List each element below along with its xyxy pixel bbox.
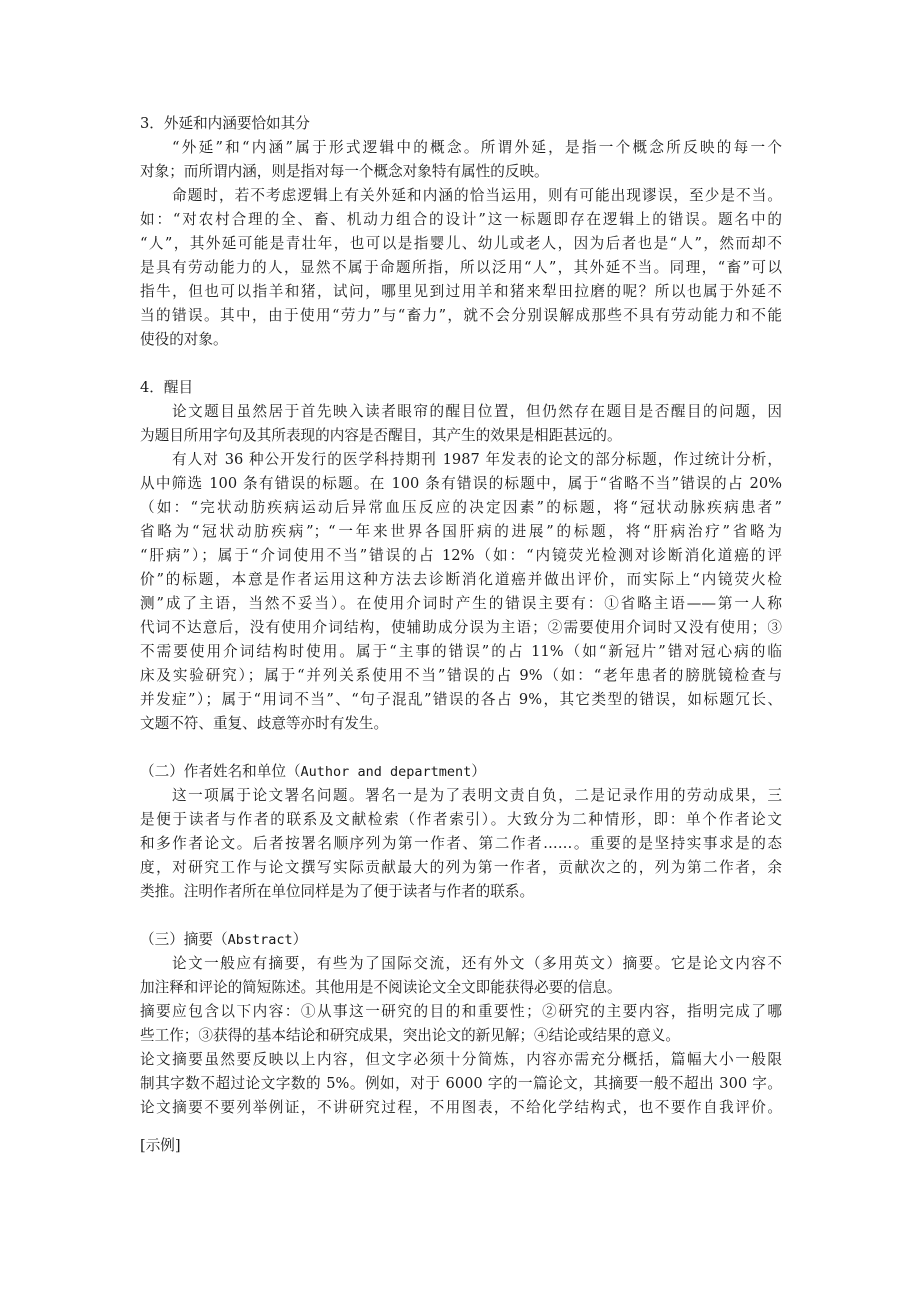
text-line: 是具有劳动能力的人，显然不属于命题所指，所以泛用“人”，其外延不当。同理，“畜”可以 (140, 259, 782, 276)
text-line: 论文摘要虽然要反映以上内容，但文字必须十分简炼，内容亦需充分概括，篇幅大小一般限 (140, 1051, 782, 1068)
text-line: 和多作者论文。后者按署名顺序列为第一作者、第二作者……。重要的是坚持实事求是的态 (140, 835, 782, 852)
text-line: 测”成了主语，当然不妥当）。在使用介词时产生的错误主要有：①省略主语——第一人称 (140, 595, 782, 612)
text-line: “肝病”）；属于“介词使用不当”错误的占 12%（如：“内镜荧光检测对诊断消化道癌的评 (140, 547, 782, 564)
text-line: 些工作；③获得的基本结论和研究成果，突出论文的新见解；④结论或结果的意义。 (140, 1027, 680, 1044)
paragraph-titling-logic (140, 184, 782, 352)
text-line: 类推。注明作者所在单位同样是为了便于读者与作者的联系。 (140, 883, 535, 900)
text-line: 为题目所用字句及其所表现的内容是否醒目，其产生的效果是相距甚远的。 (140, 427, 622, 444)
heading-prefix: （二）作者姓名和单位（ (140, 763, 301, 780)
paragraph-title-statistics (140, 448, 782, 736)
text-line: 这一项属于论文署名问题。署名一是为了表明文责自负，二是记录作用的劳动成果，三 (172, 787, 782, 804)
paragraph-abstract-length (140, 1048, 782, 1120)
text-line: 对象；而所谓内涵，则是指对每一个概念对象特有属性的反映。 (140, 163, 549, 180)
text-line: 文题不符、重复、歧意等亦时有发生。 (140, 715, 389, 732)
text-line: 代词不达意后，没有使用介词结构，使辅助成分误为主语；②需要使用介词时又没有使用；③ (140, 619, 782, 636)
text-line: 摘要应包含以下内容：①从事这一研究的目的和重要性；②研究的主要内容，指明完成了哪 (140, 1003, 782, 1020)
paragraph-abstract-intro (140, 952, 782, 1000)
example-label: [示例] (140, 1137, 181, 1154)
text-line: 价”的标题，本意是作者运用这种方法去诊断消化道癌并做出评价，而实际上“内镜荧火检 (140, 571, 782, 588)
section-heading-abstract (140, 928, 782, 952)
text-line: “外延”和“内涵”属于形式逻辑中的概念。所谓外延，是指一个概念所反映的每一个 (172, 139, 782, 156)
text-line: （如：“完状动肪疾病运动后异常血压反应的决定因素”的标题，将“冠状动脉疾病患者” (140, 499, 782, 516)
text-line: “人”，其外延可能是青壮年，也可以是指婴儿、幼儿或老人，因为后者也是“人”，然而却不 (140, 235, 782, 252)
text-line: 床及实验研究）；属于“并列关系使用不当”错误的占 9%（如：“老年患者的膀胱镜检查与 (140, 667, 782, 684)
paragraph-abstract-contents (140, 1000, 782, 1048)
document-page (140, 112, 782, 1158)
text-line: 当的错误。其中，由于使用“劳力”与“畜力”，就不会分别误解成那些不具有劳动能力和不能 (140, 307, 782, 324)
text-line: 不需要使用介词结构时使用。属于“主事的错误”的占 11%（如“新冠片”错对冠心病的临 (140, 643, 782, 660)
section-heading-author (140, 760, 782, 784)
text-line: 命题时，若不考虑逻辑上有关外延和内涵的恰当运用，则有可能出现谬误，至少是不当。 (172, 187, 782, 204)
text-line: 度，对研究工作与论文撰写实际贡献最大的列为第一作者，贡献次之的，列为第二作者，余 (140, 859, 782, 876)
text-line: 指牛，但也可以指羊和猪，试问，哪里见到过用羊和猪来犁田拉磨的呢？所以也属于外延不 (140, 283, 782, 300)
paragraph-author-signature (140, 784, 782, 904)
section-heading-3: 3．外延和内涵要恰如其分 (140, 115, 310, 132)
heading-prefix: （三）摘要（ (140, 931, 228, 948)
text-line: 省略为“冠状动肪疾病”；“一年来世界各国肝病的进展”的标题，将“肝病治疗”省略为 (140, 523, 782, 540)
text-line: 论文题目虽然居于首先映入读者眼帘的醒目位置，但仍然存在题目是否醒目的问题，因 (172, 403, 782, 420)
text-line: 加注释和评论的简短陈述。其他用是不阅读论文全文即能获得必要的信息。 (140, 979, 622, 996)
text-line: 如：“对农村合理的全、畜、机动力组合的设计”这一标题即存在逻辑上的错误。题名中的 (140, 211, 782, 228)
heading-english: Abstract (227, 932, 293, 948)
heading-suffix: ） (292, 931, 308, 948)
section-heading-4: 4．醒目 (140, 379, 194, 396)
text-line: 有人对 36 种公开发行的医学科持期刊 1987 年发表的论文的部分标题，作过统计分析， (172, 451, 782, 468)
text-line: 制其字数不超过论文字数的 5%。例如，对于 6000 字的一篇论文，其摘要一般不超出 300 字。 (140, 1075, 782, 1092)
text-line: 论文一般应有摘要，有些为了国际交流，还有外文（多用英文）摘要。它是论文内容不 (172, 955, 782, 972)
paragraph-eye-catching (140, 400, 782, 448)
text-line: 并发症”）；属于“用词不当”、“句子混乱”错误的各占 9%，其它类型的错误，如标题冗长、 (140, 691, 782, 708)
text-line: 论文摘要不要列举例证，不讲研究过程，不用图表，不给化学结构式，也不要作自我评价。 (140, 1099, 782, 1116)
text-line: 是便于读者与作者的联系及文献检索（作者索引）。大致分为二种情形，即：单个作者论文 (140, 811, 782, 828)
heading-suffix: ） (471, 763, 486, 780)
paragraph-extension-intension (140, 136, 782, 184)
text-line: 使役的对象。 (140, 331, 228, 348)
text-line: 从中筛选 100 条有错误的标题。在 100 条有错误的标题中，属于“省略不当”错误的占 20% (140, 475, 782, 492)
heading-english: Author and department (300, 764, 472, 780)
